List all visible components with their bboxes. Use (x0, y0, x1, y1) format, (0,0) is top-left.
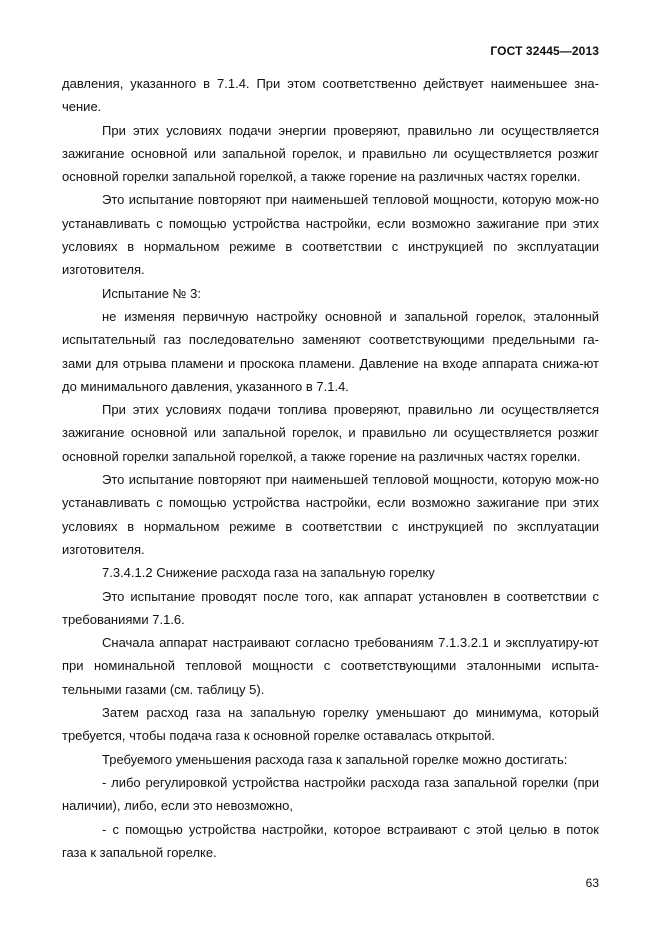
page-number: 63 (585, 876, 599, 890)
paragraph: Требуемого уменьшения расхода газа к запальной горелке можно достигать: (102, 751, 568, 767)
list-item: - с помощью устройства настройки, которое встраивают с этой целью в поток газа к запальной горелке. (62, 821, 599, 860)
test-heading: Испытание № 3: (102, 285, 201, 301)
document-body (62, 72, 599, 864)
paragraph: Затем расход газа на запальную горелку уменьшают до минимума, который требуется, чтобы подача газа к основной горелке оставалась открытой. (62, 705, 599, 744)
paragraph: давления, указанного в 7.1.4. При этом соответственно действует наименьшее зна-чение. (62, 76, 599, 115)
paragraph: Это испытание повторяют при наименьшей тепловой мощности, которую мож-но устанавливать с помощью устройства настройки, если возможно зажигание при этих условиях в нормальном режиме в соответствии с инструкцией по эксплуатации изготовителя. (62, 472, 599, 557)
paragraph: Сначала аппарат настраивают согласно требованиям 7.1.3.2.1 и эксплуатиру-ют при номинальной тепловой мощности с соответствующими эталонными испыта-тельными газами (см. таблицу 5). (62, 635, 599, 697)
paragraph: не изменяя первичную настройку основной и запальной горелок, эталонный испытательный газ последовательно заменяют соответствующими предельными га-зами для отрыва пламени и проскока пламени. Давление на входе аппарата снижа-ют до минимального давления, указанного в 7.1.4. (62, 308, 599, 394)
paragraph: При этих условиях подачи топлива проверяют, правильно ли осуществляется зажигание основной или запальной горелок, и правильно ли осуществляется розжиг основной горелки запальной горелкой, а также горение на различных частях горелки. (62, 402, 599, 464)
section-heading: 7.3.4.1.2 Снижение расхода газа на запальную горелку (102, 565, 435, 581)
standard-number-header: ГОСТ 32445—2013 (490, 44, 599, 58)
paragraph: Это испытание повторяют при наименьшей тепловой мощности, которую мож-но устанавливать с помощью устройства настройки, если возможно зажигание при этих условиях в нормальном режиме в соответствии с инструкцией по эксплуатации изготовителя. (62, 192, 599, 278)
list-item: - либо регулировкой устройства настройки расхода газа запальной горелки (при наличии), либо, если это невозможно, (62, 774, 599, 814)
paragraph: Это испытание проводят после того, как аппарат установлен в соответствии с требованиями 7.1.6. (62, 588, 599, 627)
paragraph: При этих условиях подачи энергии проверяют, правильно ли осуществляется зажигание основной или запальной горелок, и правильно ли осуществляется розжиг основной горелки запальной горелкой, а также горение на различных частях горелки. (62, 122, 599, 185)
